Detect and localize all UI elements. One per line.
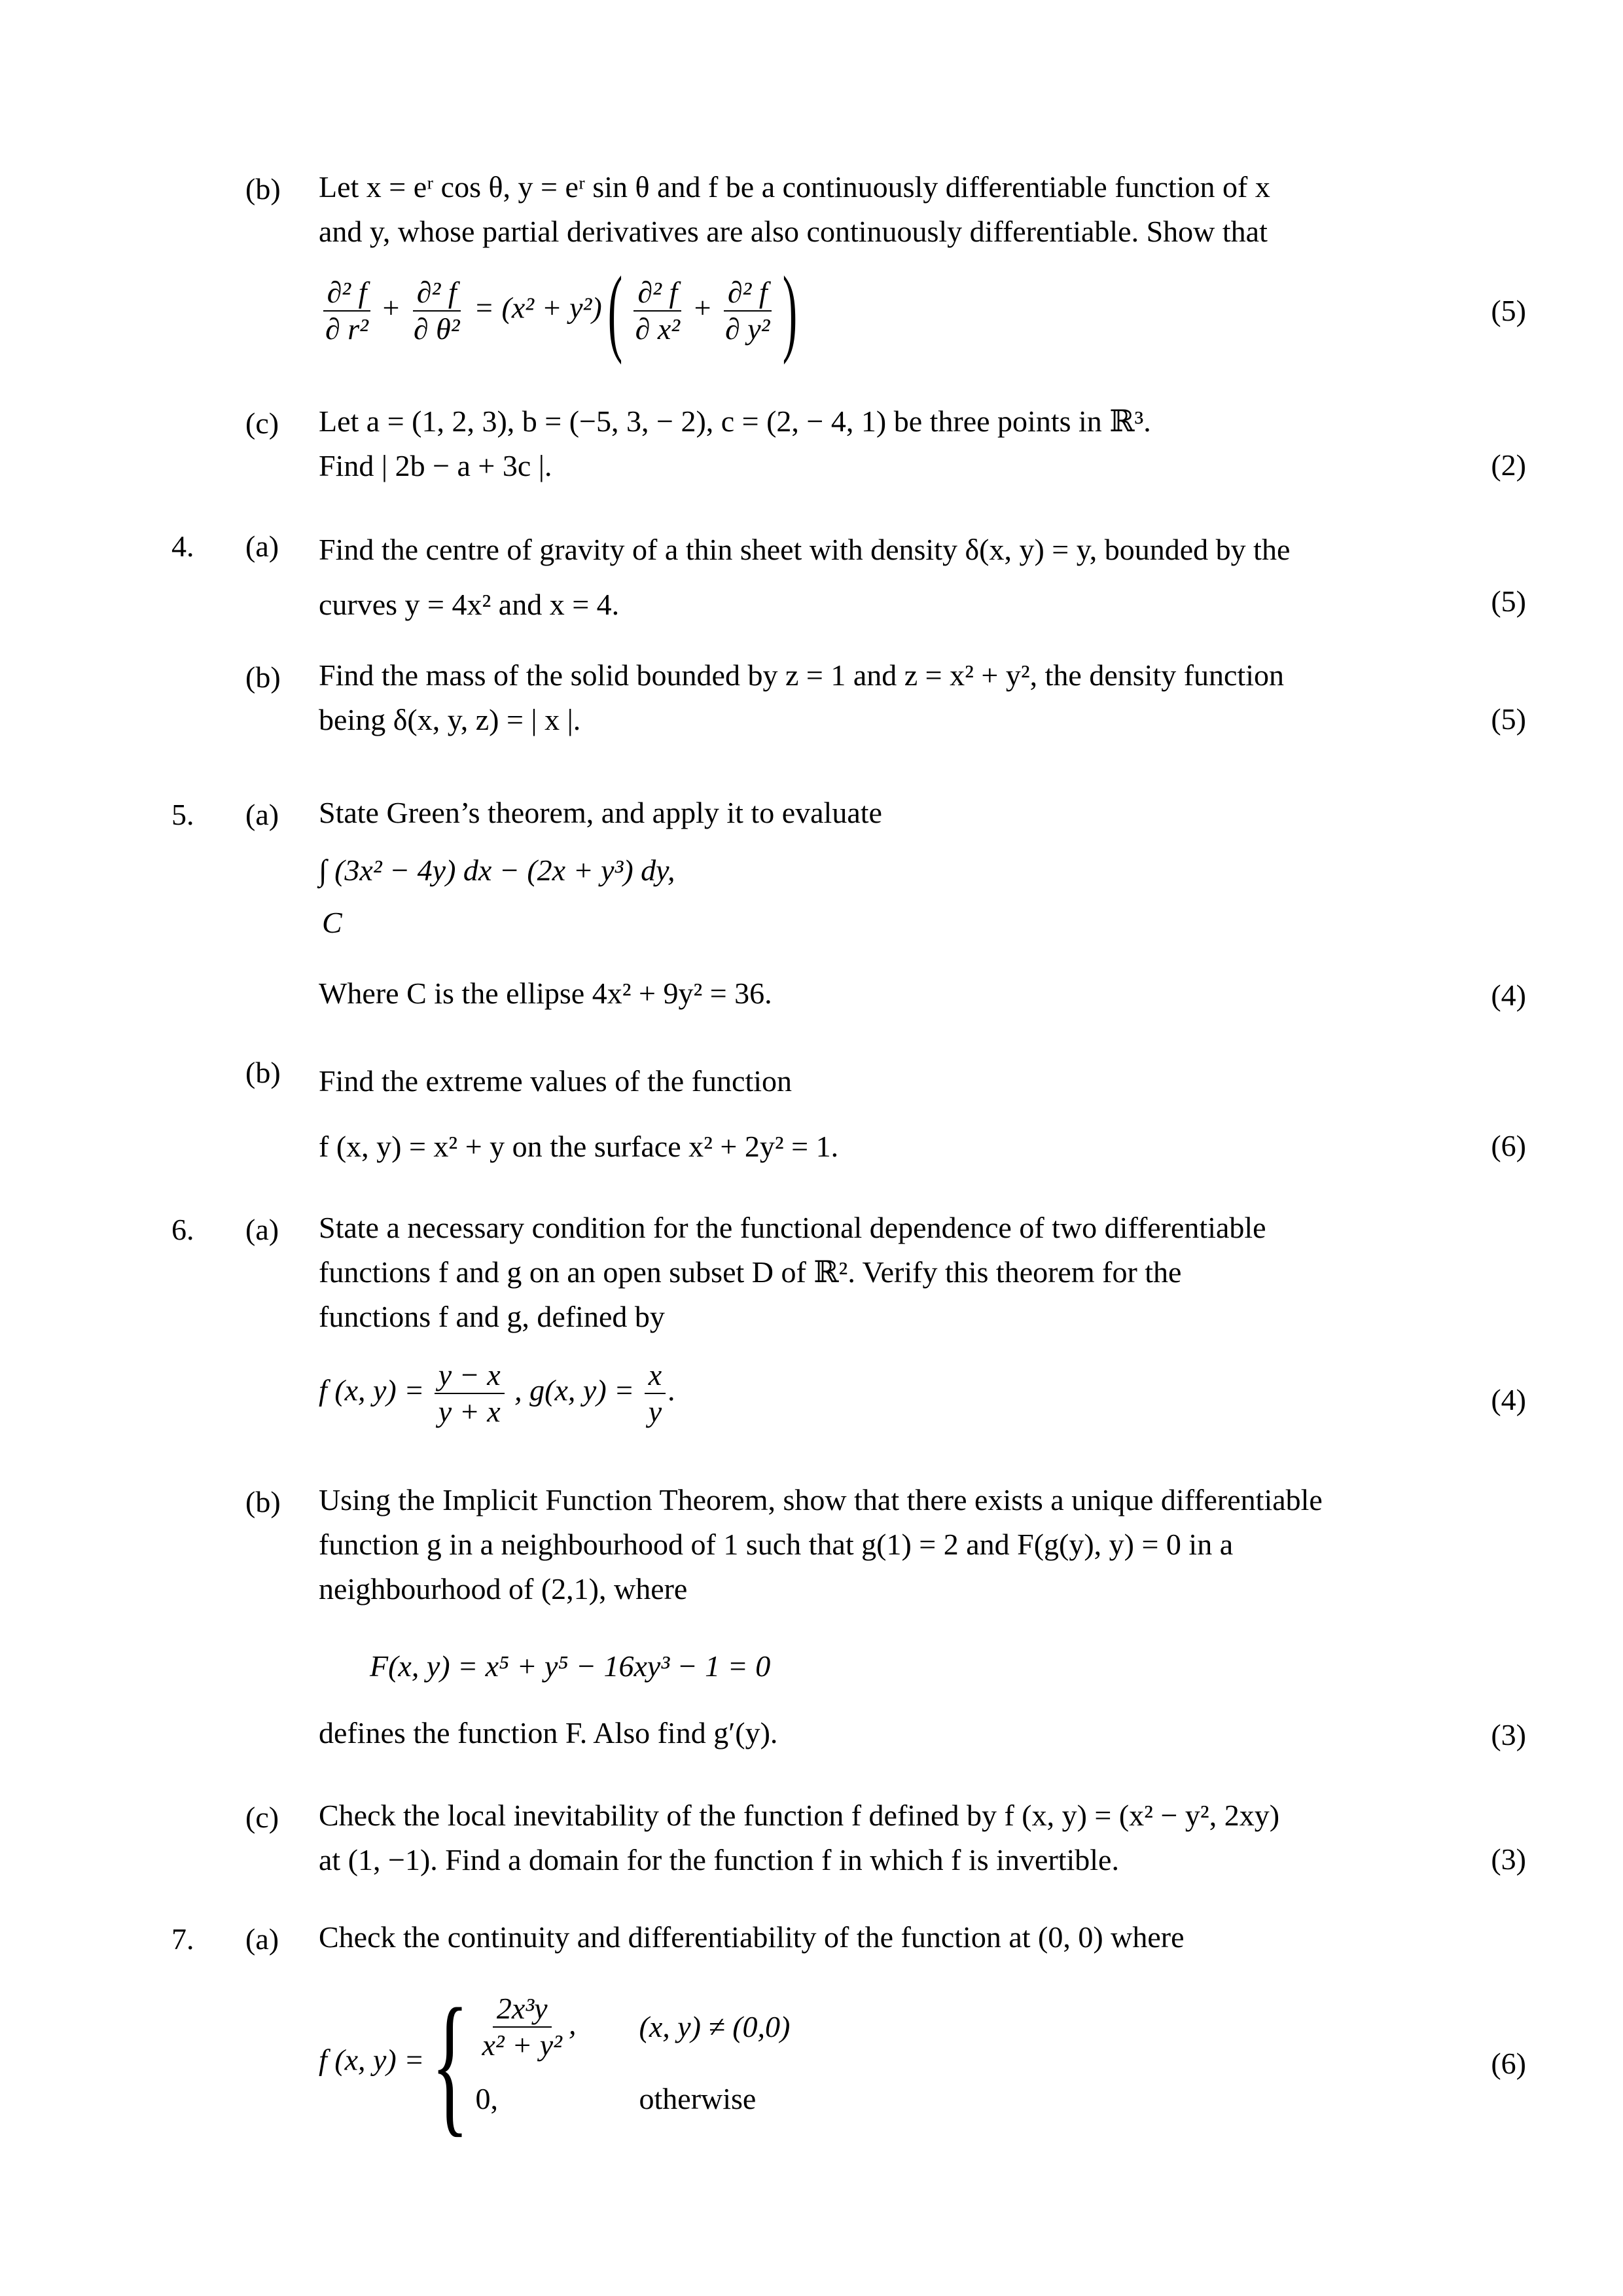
question-number: 5.: [171, 798, 194, 831]
numerator: x: [645, 1357, 666, 1394]
fraction: [632, 275, 684, 347]
case-row: [476, 2063, 791, 2135]
text-line: at (1, −1). Find a domain for the function f in which f is invertible.: [319, 1843, 1119, 1876]
text-line: State a necessary condition for the functional dependence of two differentiable: [319, 1211, 1266, 1244]
question-text: [319, 1711, 1472, 1755]
part-label: (b): [245, 660, 281, 694]
text-line: State Green’s theorem, and apply it to evaluate: [319, 796, 882, 829]
piecewise-function: f (x, y) = { $\frac{\text{2x³y}}{\text{x² + y²}}$ , (x, y) ≠ (0,0) 0, otherwise: [319, 1976, 791, 2150]
text-line: Check the local inevitability of the function f defined by f (x, y) = (x² − y², 2xy): [319, 1799, 1280, 1832]
case-row: [476, 1991, 791, 2063]
denominator: y + x: [438, 1395, 501, 1428]
case-comma: ,: [568, 2007, 577, 2041]
denominator: x² + y²: [482, 2028, 562, 2062]
fraction: [321, 275, 372, 347]
piecewise-lhs: f (x, y) =: [319, 2043, 425, 2077]
case-value: 0,: [475, 2082, 498, 2115]
text-line: Using the Implicit Function Theorem, show that there exists a unique differentiable: [319, 1483, 1323, 1516]
fraction: [435, 1357, 505, 1429]
part-label: (b): [245, 172, 281, 206]
case-condition: otherwise: [639, 2082, 757, 2115]
question-text: [319, 1478, 1472, 1611]
text-line: Where C is the ellipse 4x² + 9y² = 36.: [319, 977, 772, 1010]
denominator: ∂ θ²: [413, 312, 460, 346]
marks: (4): [1491, 1383, 1526, 1416]
part-label: (c): [245, 406, 279, 440]
marks: (5): [1491, 702, 1526, 736]
question-number: 4.: [171, 529, 194, 563]
marks: (2): [1491, 448, 1526, 482]
denominator: ∂ y²: [725, 312, 770, 346]
text-line: defines the function F. Also find g′(y).: [319, 1716, 778, 1749]
text-line: curves y = 4x² and x = 4.: [319, 588, 620, 621]
fraction: [721, 275, 774, 347]
part-label: (a): [245, 1213, 279, 1246]
marks: (6): [1491, 2047, 1526, 2080]
text-line: functions f and g on an open subset D of ℝ². Verify this theorem for the: [319, 1255, 1182, 1289]
question-text: [319, 522, 1472, 632]
marks: (4): [1491, 978, 1526, 1012]
question-text: [319, 1049, 1472, 1179]
marks: (6): [1491, 1129, 1526, 1162]
part-label: (a): [245, 1922, 279, 1956]
question-number: 7.: [171, 1922, 194, 1956]
marks: (3): [1491, 1842, 1526, 1876]
part-label: (b): [245, 1056, 281, 1089]
fraction: [410, 275, 464, 347]
cases: [476, 1991, 791, 2135]
text-line: f (x, y) = x² + y on the surface x² + 2y² = 1.: [319, 1130, 839, 1163]
question-text: [319, 399, 1472, 488]
case-condition: (x, y) ≠ (0,0): [639, 2010, 791, 2043]
part-label: (a): [245, 529, 279, 563]
line-integral: [319, 850, 675, 891]
implicit-equation: F(x, y) = x⁵ + y⁵ − 16xy³ − 1 = 0: [370, 1649, 771, 1683]
g-lhs: , g(x, y) =: [514, 1373, 635, 1407]
text-line: being δ(x, y, z) = | x |.: [319, 703, 581, 736]
text-line: Find the centre of gravity of a thin sheet with density δ(x, y) = y, bounded by the: [319, 533, 1291, 566]
text-line: Let x = eʳ cos θ, y = eʳ sin θ and f be a continuously differentiable function of x: [319, 170, 1270, 204]
question-text: [319, 1793, 1472, 1882]
text-line: functions f and g, defined by: [319, 1300, 665, 1333]
integral-expression: ∫ (3x² − 4y) dx − (2x + y³) dy,: [319, 853, 675, 887]
f-lhs: f (x, y) =: [319, 1373, 425, 1407]
question-number: 6.: [171, 1213, 194, 1246]
marks: (5): [1491, 294, 1526, 327]
text-line: Let a = (1, 2, 3), b = (−5, 3, − 2), c = (2, − 4, 1) be three points in ℝ³.: [319, 404, 1151, 438]
text-line: Check the continuity and differentiability of the function at (0, 0) where: [319, 1920, 1185, 1954]
part-label: (b): [245, 1485, 281, 1518]
laplacian-equation: $\frac{\text{∂² f}}{\text{∂ r²}}$ + $\frac{\text{∂² f}}{\text{∂ θ²}}$ = (x² + y²) ( $\frac{\text{∂² f}}{\text{∂ x²}}$ + $\frac{\text{∂² f}}{\text{∂ y²}}$ ): [319, 262, 796, 360]
question-text: [319, 971, 1472, 1016]
part-label: (a): [245, 798, 279, 831]
end-period: .: [668, 1373, 676, 1407]
question-text: [319, 1915, 1472, 1960]
denominator: ∂ r²: [325, 312, 368, 346]
numerator: ∂² f: [323, 275, 371, 312]
functions-equation: [319, 1357, 676, 1429]
question-text: [319, 165, 1472, 254]
fraction: [645, 1357, 666, 1429]
part-label: (c): [245, 1801, 279, 1834]
marks: (3): [1491, 1718, 1526, 1751]
question-text: [319, 791, 1472, 835]
text-line: neighbourhood of (2,1), where: [319, 1572, 688, 1605]
question-text: [319, 653, 1472, 742]
text-line: and y, whose partial derivatives are also continuously differentiable. Show that: [319, 215, 1268, 248]
fraction: [478, 1991, 566, 2063]
numerator: ∂² f: [633, 275, 681, 312]
integral-contour-label: C: [322, 906, 342, 939]
marks: (5): [1491, 584, 1526, 618]
denominator: y: [648, 1395, 662, 1428]
text-line: Find | 2b − a + 3c |.: [319, 449, 552, 482]
numerator: y − x: [435, 1357, 505, 1394]
numerator: ∂² f: [413, 275, 461, 312]
text-line: Find the extreme values of the function: [319, 1064, 793, 1098]
numerator: ∂² f: [724, 275, 772, 312]
question-text: [319, 1206, 1472, 1339]
text-line: Find the mass of the solid bounded by z = 1 and z = x² + y², the density function: [319, 658, 1284, 692]
equation-middle: = (x² + y²): [474, 291, 602, 325]
numerator: 2x³y: [493, 1991, 552, 2028]
text-line: function g in a neighbourhood of 1 such that g(1) = 2 and F(g(y), y) = 0 in a: [319, 1528, 1234, 1561]
denominator: ∂ x²: [635, 312, 681, 346]
